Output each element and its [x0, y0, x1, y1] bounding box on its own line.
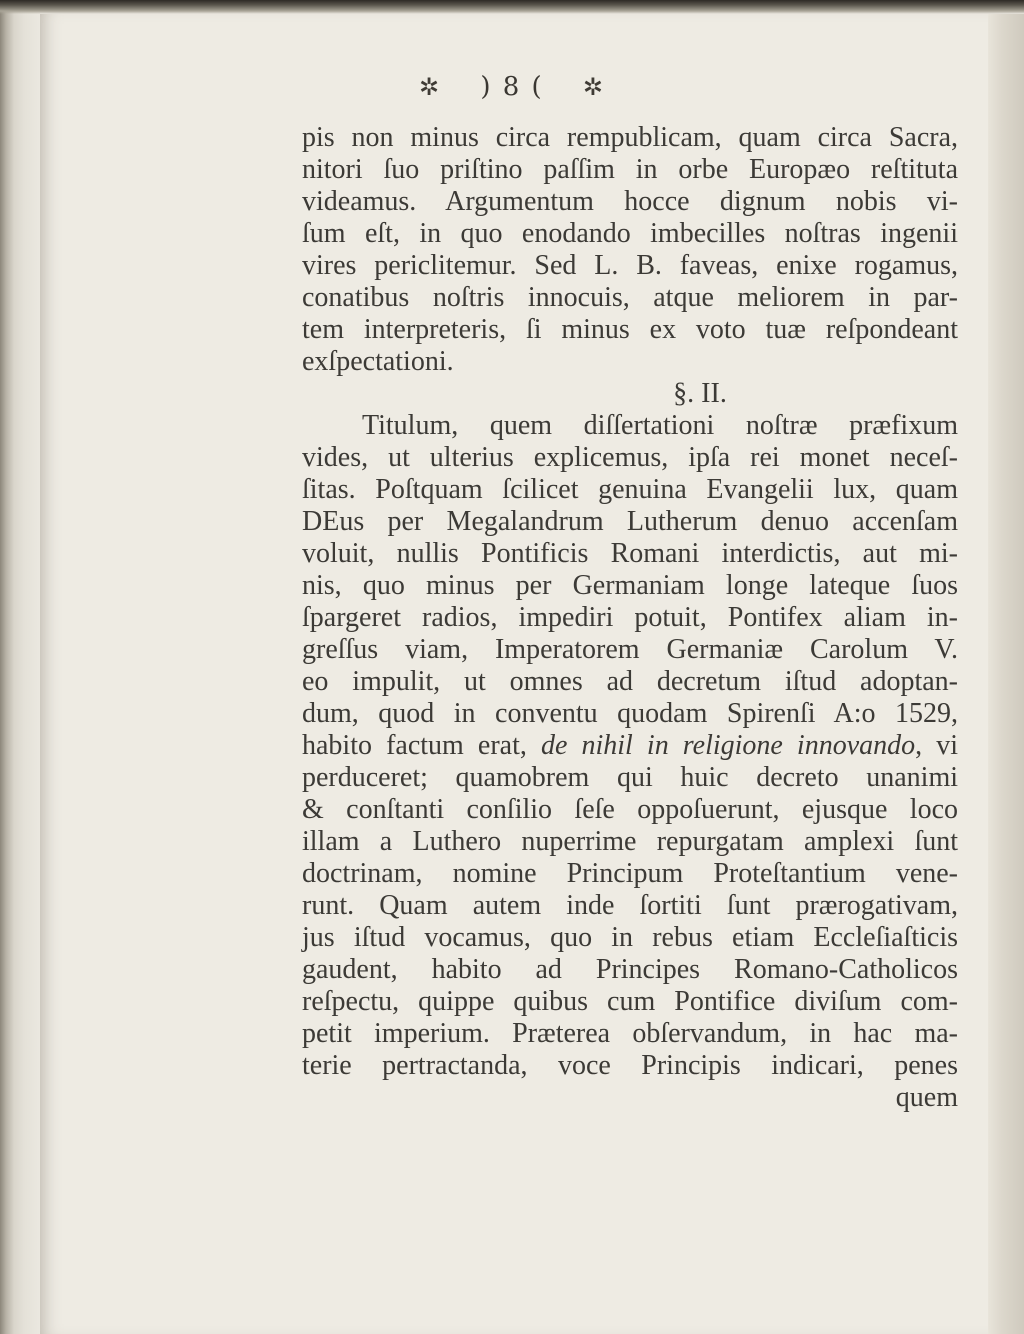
text-line: Titulum, quem diſſertationi noſtræ præfixum: [362, 410, 958, 441]
text-line: terie pertractanda, voce Principis indicari, penes: [302, 1050, 958, 1081]
text-line: doctrinam, nomine Principum Proteſtantium vene-: [302, 858, 958, 889]
text-line: conatibus noſtris innocuis, atque meliorem in par-: [302, 282, 958, 313]
text-line: runt. Quam autem inde ſortiti ſunt prærogativam,: [302, 890, 958, 921]
text-line: gaudent, habito ad Principes Romano-Catholicos: [302, 954, 958, 985]
text-line: tem interpreteris, ſi minus ex voto tuæ reſpondeant: [302, 314, 958, 345]
text-line: exſpectationi.: [302, 346, 454, 377]
text-line: videamus. Argumentum hocce dignum nobis vi-: [302, 186, 958, 217]
running-head: [0, 72, 1024, 102]
text-line: pis non minus circa rempublicam, quam circa Sacra,: [302, 122, 958, 153]
text-line: DEus per Megalandrum Lutherum denuo accenſam: [302, 506, 958, 537]
text-line: petit imperium. Præterea obſervandum, in hac ma-: [302, 1018, 958, 1049]
text-segment: habito factum erat,: [302, 730, 527, 761]
text-line: nis, quo minus per Germaniam longe lateque ſuos: [302, 570, 958, 601]
text-line: illam a Luthero nuperrime repurgatam amplexi ſunt: [302, 826, 958, 857]
text-line: ſitas. Poſtquam ſcilicet genuina Evangelii lux, quam: [302, 474, 958, 505]
text-line: perduceret; quamobrem qui huic decreto unanimi: [302, 762, 958, 793]
text-line: greſſus viam, Imperatorem Germaniæ Carolum V.: [302, 634, 958, 665]
section-heading: §. II.: [673, 378, 727, 409]
text-line: nitori ſuo priſtino paſſim in orbe Europæo reſtituta: [302, 154, 958, 185]
text-line: dum, quod in conventu quodam Spirenſi A:o 1529,: [302, 698, 958, 729]
text-line: ſpargeret radios, impediri potuit, Pontifex aliam in-: [302, 602, 958, 633]
text-line: reſpectu, quippe quibus cum Pontifice diviſum com-: [302, 986, 958, 1017]
text-segment: , vi: [915, 730, 959, 761]
text-line: & conſtanti conſilio ſeſe oppoſuerunt, ejusque loco: [302, 794, 958, 825]
text-line: ſum eſt, in quo enodando imbecilles noſtras ingenii: [302, 218, 958, 249]
text-line-with-italic: [302, 730, 958, 762]
text-line: vires periclitemur. Sed L. B. faveas, enixe rogamus,: [302, 250, 958, 281]
body-text: [302, 122, 958, 1114]
ornament-right-icon: ✲: [582, 73, 605, 101]
text-line: eo impulit, ut omnes ad decretum iſtud adoptan-: [302, 666, 958, 697]
ornament-left-icon: ✲: [418, 73, 442, 101]
top-shadow: [0, 0, 1024, 14]
page-number: ) 8 (: [480, 72, 544, 102]
text-line: jus iſtud vocamus, quo in rebus etiam Eccleſiaſticis: [302, 922, 958, 953]
italic-phrase: de nihil in religione innovando: [540, 730, 916, 761]
page-edge: [988, 14, 1024, 1334]
catchword: quem: [895, 1082, 958, 1113]
text-line: voluit, nullis Pontificis Romani interdictis, aut mi-: [302, 538, 958, 569]
text-line: vides, ut ulterius explicemus, ipſa rei monet neceſ-: [302, 442, 958, 473]
